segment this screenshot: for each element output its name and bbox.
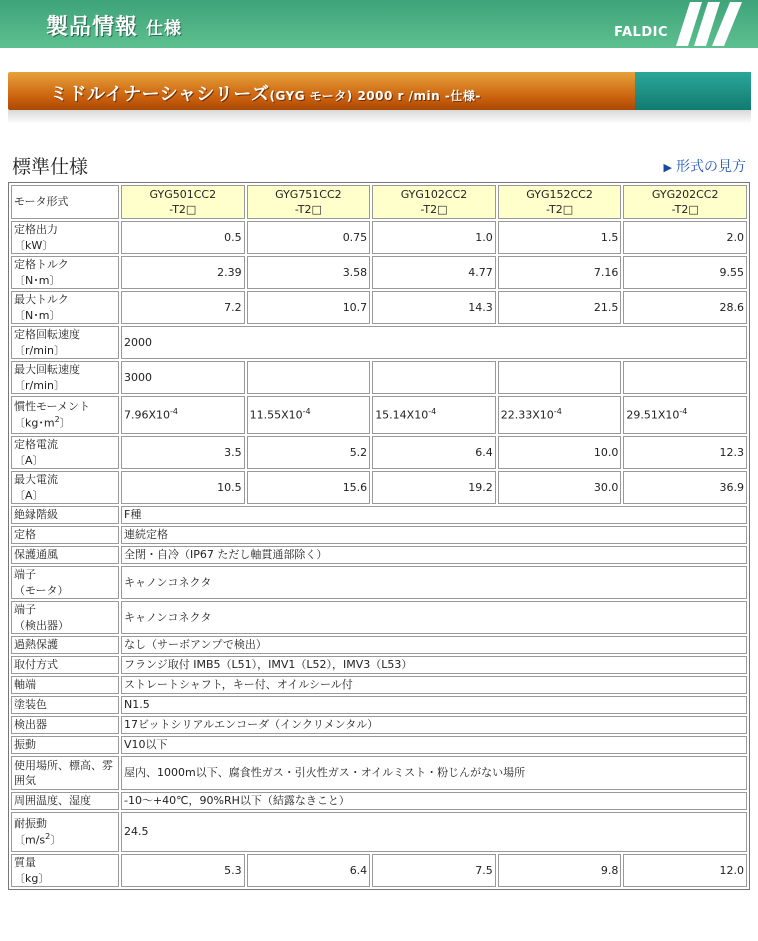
value-cell: 28.6 — [623, 291, 747, 324]
value-cell: 0.5 — [121, 221, 245, 254]
row-label: 取付方式 — [11, 656, 119, 674]
model-line2: -T2□ — [420, 203, 448, 216]
label-unit: 〔r/min〕 — [14, 343, 65, 357]
label-text: 定格トルク — [14, 258, 69, 272]
value-cell: 12.0 — [623, 854, 747, 887]
value-cell: 3000 — [121, 361, 245, 394]
row-label — [11, 291, 119, 324]
label-text: 最大回転速度 — [14, 363, 80, 377]
model-line1: GYG501CC2 — [149, 187, 217, 201]
value-cell: 21.5 — [498, 291, 622, 324]
value-cell: 2000 — [121, 326, 747, 359]
value-cell: 連続定格 — [121, 526, 747, 544]
label-unit: 〔m/s — [14, 833, 46, 847]
label-unit: 〔A〕 — [14, 488, 44, 502]
value-cell — [498, 396, 622, 434]
value-text: 22.33X10 — [500, 409, 554, 423]
empty-cell — [623, 361, 747, 394]
value-cell: 17ビットシリアルエンコーダ（インクリメンタル） — [121, 716, 747, 734]
value-cell: 7.2 — [121, 291, 245, 324]
value-cell: 2.0 — [623, 221, 747, 254]
table-row — [11, 291, 747, 324]
value-cell: N1.5 — [121, 696, 747, 714]
value-cell: 4.77 — [372, 256, 496, 289]
table-row — [11, 812, 747, 852]
label-unit: 〔N･m〕 — [14, 273, 61, 287]
value-exp: -4 — [553, 407, 562, 417]
value-cell: 1.5 — [498, 221, 622, 254]
value-cell: 36.9 — [623, 471, 747, 504]
table-row — [11, 676, 747, 694]
label-text: 定格電流 — [14, 438, 58, 452]
row-label: 過熱保護 — [11, 636, 119, 654]
model-cell — [623, 185, 747, 219]
row-label — [11, 221, 119, 254]
value-exp: -4 — [679, 407, 688, 417]
table-row — [11, 361, 747, 394]
row-label — [11, 566, 119, 599]
value-cell: 10.7 — [247, 291, 371, 324]
empty-cell — [247, 361, 371, 394]
table-row — [11, 526, 747, 544]
value-exp: -4 — [302, 407, 311, 417]
value-cell — [121, 396, 245, 434]
table-row — [11, 756, 747, 790]
label-unit: 〔A〕 — [14, 453, 44, 467]
row-label: 振動 — [11, 736, 119, 754]
model-line1: GYG152CC2 — [526, 187, 593, 201]
value-cell: -10～+40℃，90%RH以下（結露なきこと） — [121, 792, 747, 810]
table-row — [11, 436, 747, 469]
label-unit-sup: 2 — [45, 832, 51, 842]
model-line2: -T2□ — [546, 203, 574, 216]
model-line2: -T2□ — [671, 203, 699, 216]
banner-shadow — [8, 110, 751, 124]
model-line2: -T2□ — [294, 203, 322, 216]
table-row — [11, 506, 747, 524]
value-cell: 12.3 — [623, 436, 747, 469]
w-logo-icon — [672, 2, 742, 46]
value-cell: 10.5 — [121, 471, 245, 504]
row-label — [11, 326, 119, 359]
value-exp: -4 — [170, 407, 179, 417]
value-cell: 6.4 — [247, 854, 371, 887]
label-sub: （検出器） — [14, 618, 69, 632]
value-cell: 7.16 — [498, 256, 622, 289]
row-label — [11, 396, 119, 434]
label-unit: 〔kg〕 — [14, 871, 50, 885]
row-label: 定格 — [11, 526, 119, 544]
label-unit: 〔r/min〕 — [14, 378, 65, 392]
value-cell — [372, 396, 496, 434]
value-exp: -4 — [428, 407, 437, 417]
value-text: 11.55X10 — [249, 409, 303, 423]
banner-accent — [635, 72, 751, 110]
row-label — [11, 436, 119, 469]
value-cell: 0.75 — [247, 221, 371, 254]
title-main: 製品情報 — [46, 15, 139, 40]
table-row — [11, 566, 747, 599]
value-text: 7.96X10 — [124, 409, 171, 423]
table-row — [11, 546, 747, 564]
label-text: 端子 — [14, 603, 36, 617]
banner-series: ミドルイナーシャシリーズ — [50, 84, 270, 105]
table-row — [11, 736, 747, 754]
label-unit: 〔kg･m — [14, 416, 55, 430]
row-label: 検出器 — [11, 716, 119, 734]
label-text: 定格出力 — [14, 223, 58, 237]
value-cell: 19.2 — [372, 471, 496, 504]
row-label: 周囲温度、湿度 — [11, 792, 119, 810]
value-cell: 24.5 — [121, 812, 747, 852]
label-unit-end: 〕 — [50, 833, 62, 847]
table-row — [11, 326, 747, 359]
table-row — [11, 396, 747, 434]
row-label — [11, 256, 119, 289]
value-cell: ストレートシャフト，キー付、オイルシール付 — [121, 676, 747, 694]
label-text: 最大電流 — [14, 473, 58, 487]
label-unit-end: 〕 — [59, 416, 71, 430]
label-text: 端子 — [14, 568, 36, 582]
value-cell — [623, 396, 747, 434]
header-bar — [0, 0, 758, 48]
model-guide-link-text: 形式の見方 — [676, 159, 746, 175]
table-row — [11, 256, 747, 289]
model-line1: GYG102CC2 — [400, 187, 468, 201]
brand-logo — [614, 2, 742, 46]
value-text: 29.51X10 — [626, 409, 680, 423]
banner-detail: (GYG モータ) 2000 r /min — [269, 89, 441, 103]
label-sub: （モータ） — [14, 583, 69, 597]
title-sub: 仕様 — [146, 19, 183, 39]
value-cell: 6.4 — [372, 436, 496, 469]
series-banner — [8, 72, 751, 110]
model-cell — [121, 185, 245, 219]
model-cell — [498, 185, 622, 219]
value-cell: 10.0 — [498, 436, 622, 469]
row-label — [11, 471, 119, 504]
value-cell: キャノンコネクタ — [121, 566, 747, 599]
row-label: 絶縁階級 — [11, 506, 119, 524]
value-cell: 全閉・自冷（IP67 ただし軸貫通部除く） — [121, 546, 747, 564]
value-cell: V10以下 — [121, 736, 747, 754]
row-label — [11, 854, 119, 887]
table-row — [11, 656, 747, 674]
model-line2: -T2□ — [169, 203, 197, 216]
table-row — [11, 601, 747, 634]
label-text: 最大トルク — [14, 293, 69, 307]
label-unit-sup: 2 — [54, 415, 60, 425]
table-row — [11, 221, 747, 254]
table-row — [11, 471, 747, 504]
row-label: 軸端 — [11, 676, 119, 694]
value-cell: F種 — [121, 506, 747, 524]
value-cell: キャノンコネクタ — [121, 601, 747, 634]
value-cell: 9.55 — [623, 256, 747, 289]
label-unit: 〔kW〕 — [14, 238, 54, 252]
label-unit: 〔N･m〕 — [14, 308, 61, 322]
value-cell: 屋内、1000m以下、腐食性ガス・引火性ガス・オイルミスト・粉じんがない場所 — [121, 756, 747, 790]
value-cell: 5.2 — [247, 436, 371, 469]
value-cell: 9.8 — [498, 854, 622, 887]
row-label: 塗装色 — [11, 696, 119, 714]
table-row — [11, 716, 747, 734]
label-text: 定格回転速度 — [14, 328, 80, 342]
row-label — [11, 601, 119, 634]
label-text: 耐振動 — [14, 816, 47, 830]
value-cell: 15.6 — [247, 471, 371, 504]
value-cell: 1.0 — [372, 221, 496, 254]
empty-cell — [372, 361, 496, 394]
value-cell: 7.5 — [372, 854, 496, 887]
banner-text — [50, 80, 481, 106]
page-title — [46, 10, 182, 41]
row-label — [11, 812, 119, 852]
empty-cell — [498, 361, 622, 394]
value-cell: 2.39 — [121, 256, 245, 289]
value-cell: 3.5 — [121, 436, 245, 469]
table-row — [11, 854, 747, 887]
table-row — [11, 185, 747, 219]
table-row — [11, 696, 747, 714]
value-text: 15.14X10 — [375, 409, 429, 423]
banner-suffix: -仕様- — [440, 89, 481, 103]
model-line1: GYG202CC2 — [651, 187, 719, 201]
triangle-right-icon: ▶ — [663, 161, 672, 174]
value-cell: 30.0 — [498, 471, 622, 504]
model-line1: GYG751CC2 — [275, 187, 342, 201]
row-label: モータ形式 — [11, 185, 119, 219]
value-cell: 5.3 — [121, 854, 245, 887]
label-text: 質量 — [14, 856, 36, 870]
value-cell — [247, 396, 371, 434]
section-title: 標準仕様 — [12, 156, 89, 178]
label-text: 慣性モーメント — [14, 399, 91, 413]
table-row — [11, 792, 747, 810]
spec-table — [8, 182, 750, 890]
row-label: 使用場所、標高、雰囲気 — [11, 756, 119, 790]
value-cell: 3.58 — [247, 256, 371, 289]
value-cell: 14.3 — [372, 291, 496, 324]
brand-name: FALDIC — [614, 25, 668, 40]
value-cell: フランジ取付 IMB5（L51），IMV1（L52），IMV3（L53） — [121, 656, 747, 674]
row-label — [11, 361, 119, 394]
model-guide-link[interactable] — [664, 156, 746, 176]
row-label: 保護通風 — [11, 546, 119, 564]
value-cell: なし（サーボアンプで検出） — [121, 636, 747, 654]
model-cell — [247, 185, 371, 219]
model-cell — [372, 185, 496, 219]
table-row — [11, 636, 747, 654]
